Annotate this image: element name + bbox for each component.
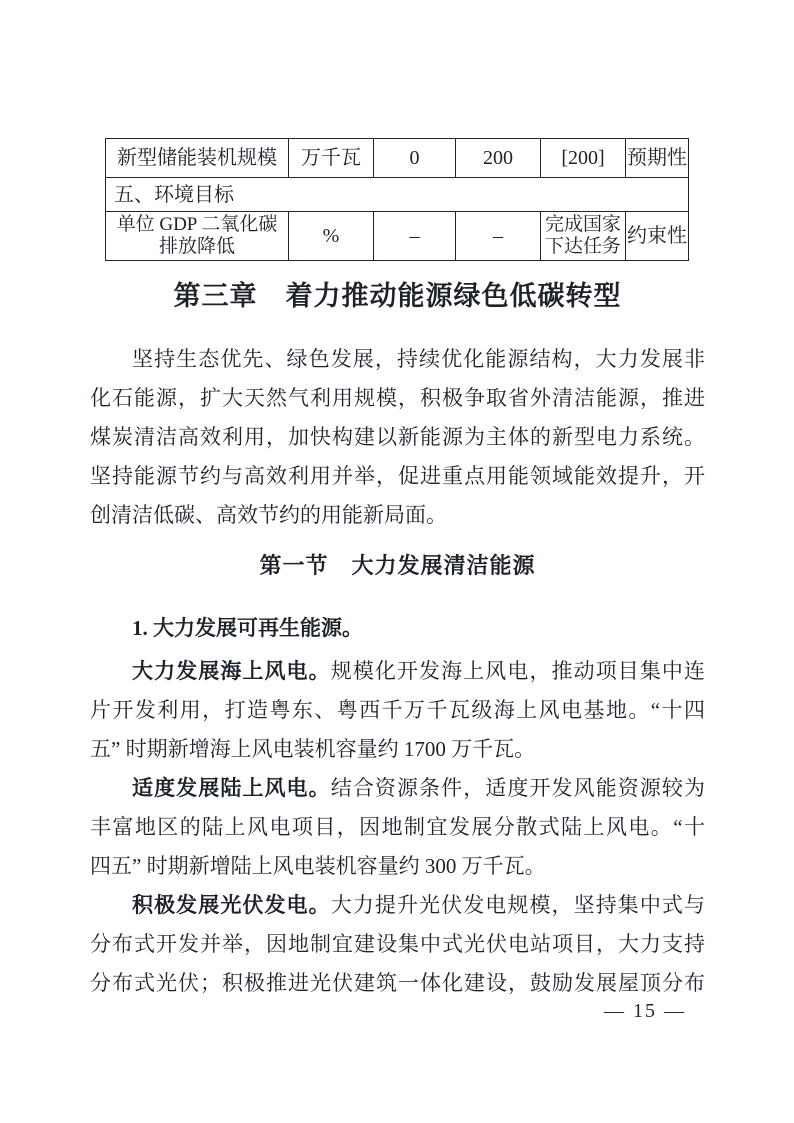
cell-attribute: 预期性	[626, 139, 689, 178]
cell-indicator	[106, 212, 289, 261]
text-line	[90, 730, 705, 769]
page-number: — 15 —	[604, 1000, 686, 1022]
table-row-co2	[106, 212, 689, 261]
section-title: 第一节 大力发展清洁能源	[259, 553, 536, 578]
body-text: 煤炭清洁高效利用，加快构建以新能源为主体的新型电力系统。	[90, 425, 705, 449]
body-text: 规模化开发海上风电，推动项目集中连	[330, 659, 706, 683]
paragraph-solar-pv	[90, 886, 705, 1003]
cell-indicator-line1: 单位 GDP 二氧化碳	[116, 214, 278, 235]
text-line	[90, 457, 705, 496]
body-text: 化石能源，扩大天然气利用规模，积极争取省外清洁能源，推进	[90, 386, 705, 410]
body-text: 结合资源条件，适度开发风能资源较为	[330, 776, 706, 800]
cell-task-note	[541, 212, 626, 261]
body-text: 大力提升光伏发电规模，坚持集中式与	[330, 893, 706, 917]
table-row-section	[106, 178, 689, 212]
cell-target-value: –	[456, 212, 541, 261]
cell-unit: 万千瓦	[289, 139, 374, 178]
bold-lead-text: 1. 大力发展可再生能源。	[132, 616, 363, 640]
paragraph-offshore-wind	[90, 652, 705, 769]
cell-section-label: 五、环境目标	[106, 178, 689, 212]
cell-bracket-value: [200]	[541, 139, 626, 178]
bold-lead-text: 适度发展陆上风电。	[132, 776, 331, 800]
text-line	[90, 769, 705, 808]
text-line	[90, 496, 705, 535]
cell-base-value: –	[374, 212, 456, 261]
body-text: 创清洁低碳、高效节约的用能新局面。	[90, 503, 447, 527]
body-text: 片开发利用，打造粤东、粤西千万千瓦级海上风电基地。“十四	[90, 698, 705, 722]
targets-table	[105, 138, 689, 261]
body-text: 分布式开发并举，因地制宜建设集中式光伏电站项目，大力支持	[90, 932, 705, 956]
cell-indicator: 新型储能装机规模	[106, 139, 289, 178]
text-line	[90, 847, 705, 886]
cell-indicator-line2: 排放降低	[158, 236, 235, 257]
body-text: 坚持生态优先、绿色发展，持续优化能源结构，大力发展非	[132, 347, 705, 371]
text-line	[90, 691, 705, 730]
text-line	[90, 808, 705, 847]
body-text: 四五” 时期新增陆上风电装机容量约 300 万千瓦。	[90, 854, 546, 878]
bold-lead-text: 积极发展光伏发电。	[132, 893, 331, 917]
paragraph-overview	[90, 340, 705, 535]
text-line	[90, 652, 705, 691]
body-text: 五” 时期新增海上风电装机容量约 1700 万千瓦。	[90, 737, 536, 761]
cell-unit: %	[289, 212, 374, 261]
body-text: 分布式光伏；积极推进光伏建筑一体化建设，鼓励发展屋顶分布	[90, 971, 705, 995]
text-line	[90, 340, 705, 379]
text-line	[90, 964, 705, 1003]
body-text: 坚持能源节约与高效利用并举，促进重点用能领域能效提升，开	[90, 464, 705, 488]
cell-base-value: 0	[374, 139, 456, 178]
text-line	[90, 925, 705, 964]
text-line	[90, 886, 705, 925]
text-line	[90, 418, 705, 457]
cell-attribute: 约束性	[626, 212, 689, 261]
cell-task-line2: 下达任务	[544, 236, 621, 257]
table-row-storage	[106, 139, 689, 178]
numbered-item-renewables	[90, 609, 705, 648]
text-line	[90, 379, 705, 418]
body-text: 丰富地区的陆上风电项目，因地制宜发展分散式陆上风电。“十	[90, 815, 705, 839]
bold-lead-text: 大力发展海上风电。	[132, 659, 331, 683]
cell-target-value: 200	[456, 139, 541, 178]
chapter-title: 第三章 着力推动能源绿色低碳转型	[173, 281, 622, 311]
text-line	[90, 609, 705, 648]
paragraph-onshore-wind	[90, 769, 705, 886]
cell-task-line1: 完成国家	[544, 214, 621, 235]
